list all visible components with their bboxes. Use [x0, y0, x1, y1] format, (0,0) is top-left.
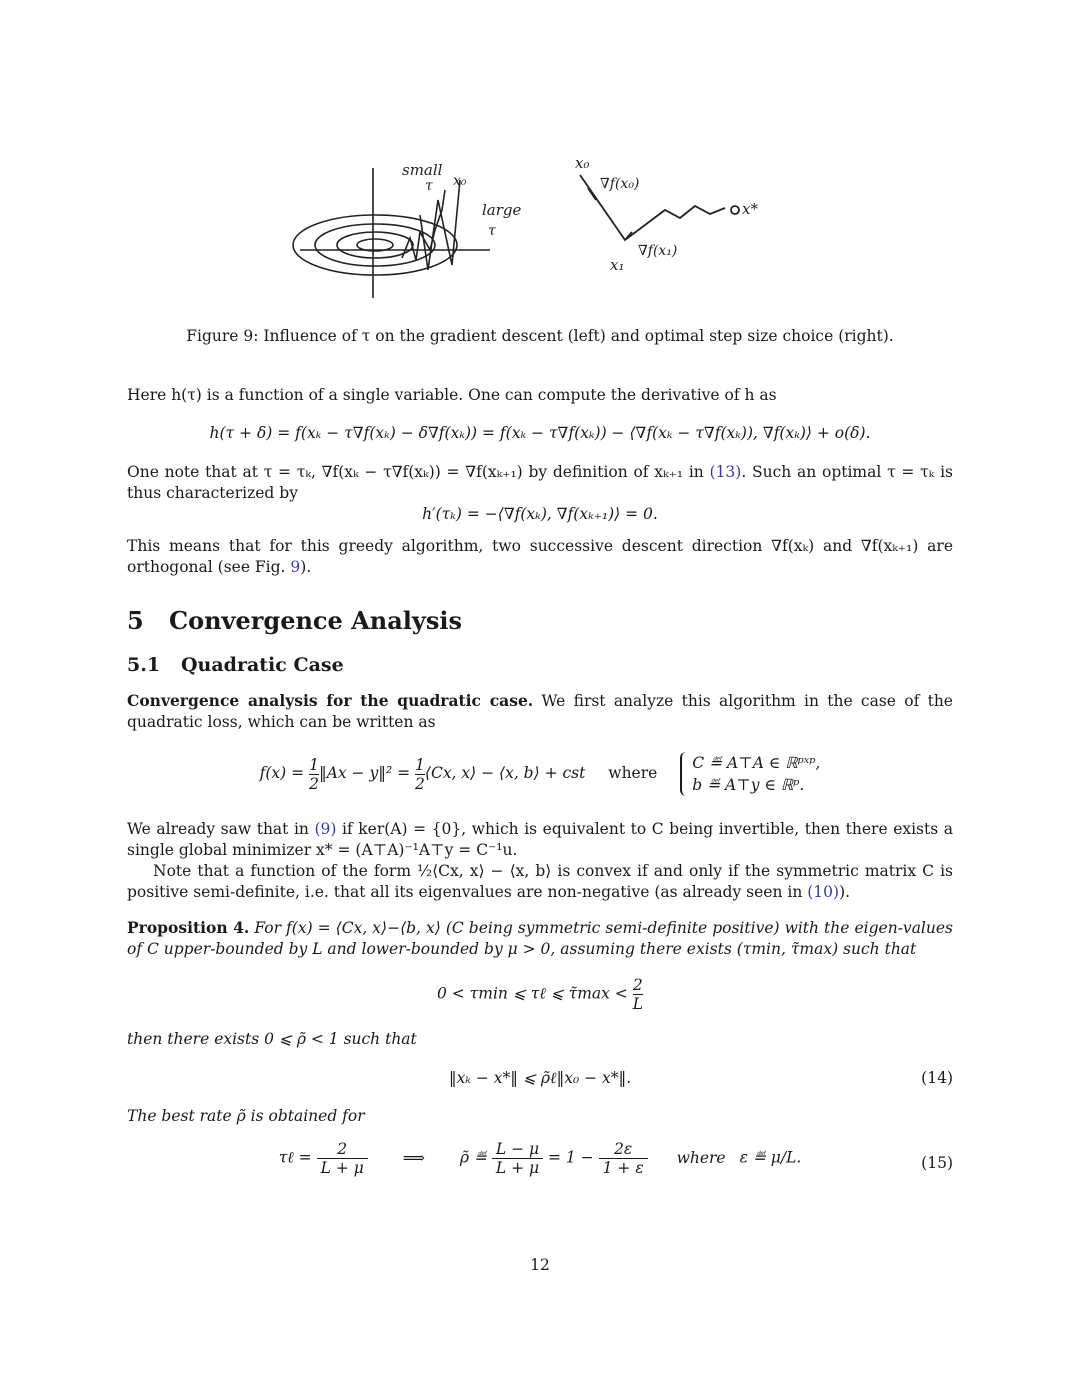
equation-h-expansion: h(τ + δ) = f(xₖ − τ∇f(xₖ) − δ∇f(xₖ)) = f(xₖ − τ∇f(xₖ)) − ⟨∇f(xₖ − τ∇f(xₖ)), ∇f(xₖ)⟩ + o(δ).: [209, 424, 871, 442]
paragraph-convexity: [127, 861, 953, 903]
subsection-heading: [127, 654, 344, 676]
section-number: 5: [127, 606, 144, 635]
figure-9: [270, 140, 790, 310]
paragraph-minimizer-text-a: We already saw that in: [127, 820, 315, 838]
eq-bounds-num: 2: [632, 976, 643, 994]
eq-fx-half-2: [415, 756, 425, 793]
equation-15-number: (15): [921, 1154, 953, 1172]
paragraph-minimizer-text-b: if ker(A) = {0}, which is equivalent to C being invertible, then there exists a single global minimizer x* = (A⊤A)⁻¹A⊤y = C⁻¹u.: [127, 820, 954, 859]
eq15-tau: τℓ =: [278, 1148, 317, 1167]
proposition-best-rate: The best rate ρ̃ is obtained for: [127, 1107, 365, 1125]
ref-eq-10[interactable]: (10): [807, 883, 840, 901]
eq-bounds-frac: [633, 976, 643, 1013]
eq15-tau-den: L + μ: [317, 1158, 368, 1177]
proposition-then: then there exists 0 ⩽ ρ̃ < 1 such that: [127, 1030, 417, 1048]
eq15-tau-num: 2: [337, 1140, 348, 1158]
paragraph-h-definition: Here h(τ) is a function of a single variable. One can compute the derivative of h as: [127, 386, 777, 404]
eq15-eps-num: 2ε: [614, 1140, 633, 1158]
eq15-eps-den: 1 + ε: [599, 1158, 648, 1177]
equation-quadratic-loss: [127, 752, 953, 796]
paragraph-minimizer: [127, 819, 953, 861]
label-small: small: [402, 161, 443, 179]
page-number: 12: [530, 1256, 550, 1274]
eq-bounds-den: L: [632, 995, 644, 1013]
equation-14-number: (14): [921, 1069, 953, 1087]
eq-fx-definitions: [680, 752, 820, 796]
label-grad-x0: ∇f(x₀): [600, 176, 640, 192]
gradient-arrow-x0: [588, 188, 596, 200]
eq-fx-half-1-den: 2: [309, 774, 319, 793]
eq-fx-where: where: [608, 764, 658, 782]
eq15-rho-num: L − μ: [495, 1140, 540, 1158]
eq15-eps-frac: [599, 1140, 648, 1177]
label-grad-x1: ∇f(x₁): [638, 243, 678, 259]
left-sketch: [293, 161, 522, 298]
label-tau-large: τ: [488, 223, 496, 239]
eq15-implies: ⟹: [402, 1148, 425, 1167]
eq-fx-half-1: [309, 756, 319, 793]
proposition-label: Proposition 4.: [127, 918, 250, 937]
paragraph-note: [127, 462, 953, 504]
level-set-3: [337, 232, 413, 258]
eq15-rho-den: L + μ: [492, 1158, 543, 1177]
equation-step-bounds: [127, 976, 953, 1013]
label-tau-small: τ: [425, 178, 433, 194]
paragraph-orthogonal-text-a: This means that for this greedy algorithm, two successive descent direction ∇f(xₖ) and ∇f(xₖ₊₁) are orthogonal (see Fig.: [127, 537, 953, 576]
eq15-where: where: [676, 1148, 726, 1167]
eq-fx-half-2-den: 2: [415, 774, 425, 793]
level-set-2: [315, 224, 435, 266]
section-title: Convergence Analysis: [169, 606, 462, 635]
ref-eq-13[interactable]: (13): [709, 463, 742, 481]
subsection-title: Quadratic Case: [181, 654, 344, 676]
label-x0-left: x₀: [453, 173, 467, 189]
eq15-eps-def: ε ≝ μ/L.: [739, 1148, 802, 1167]
paragraph-orthogonal-text-b: ).: [300, 558, 312, 576]
label-x0-right: x₀: [575, 154, 590, 172]
paragraph-note-text-a: One note that at τ = τₖ, ∇f(xₖ − τ∇f(xₖ)) = ∇f(xₖ₊₁) by definition of xₖ₊₁ in: [127, 463, 710, 481]
label-x1: x₁: [610, 256, 625, 274]
eq-fx-lhs: f(x) =: [259, 764, 310, 782]
right-sketch: [575, 154, 758, 274]
eq15-eq: = 1 −: [543, 1148, 599, 1167]
eq15-rho-frac: [492, 1140, 543, 1177]
equation-h-prime: h′(τₖ) = −⟨∇f(xₖ), ∇f(xₖ₊₁)⟩ = 0.: [422, 505, 658, 523]
subsection-number: 5.1: [127, 654, 161, 676]
proposition-4: [127, 917, 953, 960]
ref-eq-9[interactable]: (9): [314, 820, 337, 838]
eq-bounds-text: 0 < τmin ⩽ τℓ ⩽ τ̃max <: [436, 984, 633, 1003]
paragraph-note-text-b: . Such an optimal τ = τₖ is thus characterized by: [127, 463, 953, 502]
equation-15: [127, 1140, 953, 1177]
minimizer-marker: [731, 206, 739, 214]
eq-fx-def-c: C ≝ A⊤A ∈ ℝᵖˣᵖ,: [692, 754, 821, 772]
eq-fx-def-b: b ≝ A⊤y ∈ ℝᵖ.: [692, 776, 805, 794]
convergence-runin-title: Convergence analysis for the quadratic case.: [127, 691, 534, 710]
eq-fx-half-2-num: 1: [415, 755, 425, 774]
equation-14: ‖xₖ − x*‖ ⩽ ρ̃ℓ‖x₀ − x*‖.: [448, 1069, 632, 1087]
label-large: large: [482, 201, 522, 219]
ref-fig-9[interactable]: 9: [290, 558, 301, 576]
paragraph-orthogonal: [127, 536, 953, 578]
section-heading: [127, 606, 462, 635]
eq-fx-mid-1: ‖Ax − y‖² =: [318, 764, 416, 782]
eq-fx-half-1-num: 1: [309, 755, 319, 774]
eq15-rho: ρ̃ ≝: [459, 1148, 492, 1167]
proposition-statement: For f(x) = ⟨Cx, x⟩−⟨b, x⟩ (C being symmetric semi-definite positive) with the eigen-values of C upper-bounded by L and lower-bounded by μ > 0, assuming there exists (τmin, τ̃max) such that: [127, 919, 953, 958]
convergence-text: We first analyze this algorithm in the case of the quadratic loss, which can be written as: [127, 692, 953, 731]
paragraph-convergence: [127, 690, 953, 733]
figure-caption: Figure 9: Influence of τ on the gradient descent (left) and optimal step size choice (right).: [186, 327, 894, 345]
eq-fx-mid-2: ⟨Cx, x⟩ − ⟨x, b⟩ + cst: [424, 764, 586, 782]
paragraph-convexity-text-a: Note that a function of the form ½⟨Cx, x⟩ − ⟨x, b⟩ is convex if and only if the symmetric matrix C is positive semi-definite, i.e. that all its eigenvalues are non-negative (as already seen in: [127, 862, 953, 901]
paragraph-convexity-text-b: ).: [839, 883, 851, 901]
eq15-tau-frac: [317, 1140, 368, 1177]
label-xstar: x*: [742, 200, 758, 218]
